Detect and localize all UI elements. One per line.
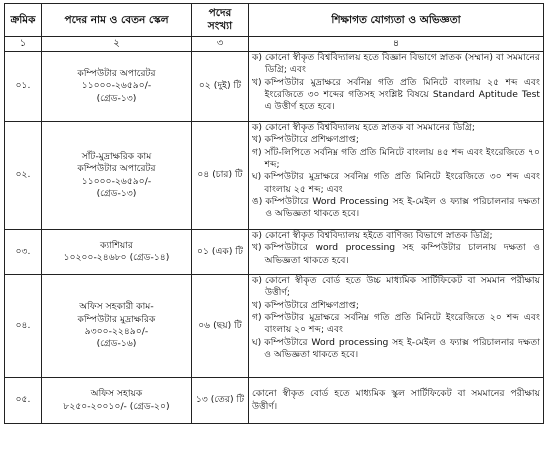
qualification-marker: ঘ) — [252, 336, 262, 348]
qualification-item — [252, 147, 540, 172]
table-body — [5, 52, 544, 424]
post-line: কম্পিউটার মুদ্রাক্ষরিক — [77, 313, 156, 325]
post-count-cell: ০১ (এক) টি — [192, 230, 249, 275]
qualification-text: কম্পিউটারে word processing সহ কম্পিউটার চালনায় দক্ষতা ও অভিজ্ঞতা থাকতে হবে। — [264, 242, 540, 266]
qualification-text: কম্পিউটারে Word Processing সহ ই-মেইল ও ফ্যাক্স পরিচালনার দক্ষতা ও অভিজ্ঞতা থাকতে হবে। — [265, 195, 540, 220]
post-cell — [42, 378, 192, 424]
post-cell — [42, 52, 192, 122]
table-row — [5, 378, 544, 424]
qualification-item — [252, 230, 540, 242]
post-line: (গ্রেড-১৩) — [96, 187, 137, 199]
qualification-cell — [249, 230, 544, 275]
post-line: অফিস সহায়ক — [90, 388, 143, 400]
post-count-cell: ০৬ (ছয়) টি — [192, 275, 249, 378]
qualification-cell — [249, 52, 544, 122]
qualification-item — [252, 275, 540, 300]
header-serial: ক্রমিক — [5, 4, 42, 37]
header-post: পদের নাম ও বেতন স্কেল — [42, 4, 192, 37]
qualification-cell — [249, 122, 544, 230]
qualification-marker: ক) — [252, 52, 263, 63]
post-line: অফিস সহকারী কাম- — [79, 301, 154, 313]
qualification-text: কোনো স্বীকৃত বোর্ড হতে উচ্চ মাধ্যমিক সার্টিফিকেট বা সমমান পরীক্ষায় উত্তীর্ণ; — [265, 275, 540, 299]
serial-cell: ০৩. — [5, 230, 42, 275]
post-line: ১১০০০-২৬৫৯০/- — [81, 80, 152, 92]
serial-cell: ০৫. — [5, 378, 42, 424]
serial-cell: ০২. — [5, 122, 42, 230]
post-count-cell: ০৪ (চার) টি — [192, 122, 249, 230]
qualification-marker: ক) — [252, 122, 263, 133]
qualification-list — [252, 122, 540, 221]
column-number-row — [5, 37, 544, 52]
qualification-marker: খ) — [252, 242, 262, 254]
qualification-item — [252, 196, 540, 221]
qualification-item — [252, 337, 540, 362]
qualification-text: কোনো স্বীকৃত বোর্ড হতে মাধ্যমিক স্কুল সার্টিফিকেট বা সমমানের পরীক্ষায় উত্তীর্ণ। — [252, 388, 540, 412]
post-line: কম্পিউটার অপারেটর — [77, 163, 156, 175]
recruitment-table — [4, 3, 544, 424]
qualification-text: কম্পিউটার মুদ্রাক্ষরে সর্বনিম্ন গতি প্রতি মিনিটে ইংরেজিতে ৩০ শব্দ এবং বাংলায় ২৫ শব্দ; এবং — [264, 171, 540, 195]
post-line: কম্পিউটার অপারেটর — [77, 68, 156, 79]
qualification-text: কম্পিউটার মুদ্রাক্ষরে সর্বনিম্ন গতি প্রতি মিনিটে ইংরেজিতে ২০ শব্দ এবং বাংলায় ২০ শব্দ; এবং — [264, 311, 540, 336]
qualification-marker: খ) — [252, 134, 262, 146]
qualification-cell — [249, 378, 544, 424]
column-number: ২ — [42, 37, 192, 52]
qualification-item — [252, 300, 540, 312]
qualification-marker: ঘ) — [252, 171, 262, 183]
qualification-marker: ক) — [252, 230, 263, 241]
serial-cell: ০১. — [5, 52, 42, 122]
column-number: ১ — [5, 37, 42, 52]
table-row — [5, 230, 544, 275]
post-line: (গ্রেড-১৩) — [96, 92, 137, 104]
header-qualification: শিক্ষাগত যোগ্যতা ও অভিজ্ঞতা — [249, 4, 544, 37]
qualification-list — [252, 52, 540, 114]
column-number: ৩ — [192, 37, 249, 52]
qualification-cell — [249, 275, 544, 378]
post-cell — [42, 122, 192, 230]
post-line: ১১০০০-২৬৫৯০/- — [81, 175, 152, 187]
qualification-item — [252, 171, 540, 196]
qualification-marker: গ) — [252, 146, 262, 158]
qualification-list — [252, 275, 540, 361]
column-number: ৪ — [249, 37, 544, 52]
qualification-list — [252, 230, 540, 267]
qualification-item — [252, 134, 540, 146]
table-row — [5, 52, 544, 122]
post-line: ৯৩০০-২২৪৯০/- — [84, 326, 149, 337]
post-count-cell: ০২ (দুই) টি — [192, 52, 249, 122]
qualification-text: কোনো স্বীকৃত বিশ্ববিদ্যালয় হইতে বাণিজ্য বিভাগে স্নাতক ডিগ্রি; — [265, 230, 493, 241]
header-row — [5, 4, 544, 37]
qualification-marker: খ) — [252, 299, 262, 311]
post-line: ক্যাশিয়ার — [100, 239, 133, 251]
post-count-cell: ১৩ (তের) টি — [192, 378, 249, 424]
qualification-text: কম্পিউটার মুদ্রাক্ষরে সর্বনিম্ন গতি প্রতি মিনিটে বাংলায় ২৫ শব্দ এবং ইংরেজিতে ৩০ শব্দের গতিসহ সংশ্লিষ্ট বিষয়ে Standard Aptitude Test এ উত্তীর্ণ হতে হবে। — [264, 76, 540, 113]
post-line: ৮২৫০-২০০১০/- (গ্রেড-২০) — [63, 400, 170, 412]
qualification-marker: খ) — [252, 76, 262, 88]
post-line: ১০২০০-২৪৬৮০ (গ্রেড-১৪) — [63, 252, 170, 263]
qualification-item — [252, 242, 540, 267]
qualification-marker: ঙ) — [252, 195, 263, 207]
qualification-text: কোনো স্বীকৃত বিশ্ববিদ্যালয় হতে স্নাতক বা সমমানের ডিগ্রি; — [265, 122, 475, 133]
qualification-item — [252, 312, 540, 337]
post-line: (গ্রেড-১৬) — [96, 338, 137, 350]
qualification-text: কম্পিউটারে Word processing সহ ই-মেইল ও ফ্যাক্স পরিচালনার দক্ষতা ও অভিজ্ঞতা থাকতে হবে। — [264, 336, 540, 360]
qualification-text: কম্পিউটারে প্রশিক্ষণপ্রাপ্ত; — [264, 299, 359, 311]
qualification-text: কোনো স্বীকৃত বিশ্ববিদ্যালয় হতে বিজ্ঞান বিভাগে স্নাতক (সম্মান) বা সমমানের ডিগ্রি; এবং — [265, 52, 540, 76]
qualification-item — [252, 122, 540, 134]
qualification-item — [252, 77, 540, 114]
qualification-item — [252, 52, 540, 77]
qualification-text: কম্পিউটারে প্রশিক্ষণপ্রাপ্ত; — [264, 134, 359, 146]
table-row — [5, 122, 544, 230]
post-cell — [42, 275, 192, 378]
header-count: পদের সংখ্যা — [192, 4, 249, 37]
table-row — [5, 275, 544, 378]
qualification-marker: গ) — [252, 311, 262, 323]
serial-cell: ০৪. — [5, 275, 42, 378]
qualification-text: সাঁট-লিপিতে সর্বনিম্ন গতি প্রতি মিনিটে বাংলায় ৪৫ শব্দ এবং ইংরেজিতে ৭০ শব্দ; — [264, 146, 540, 170]
post-cell — [42, 230, 192, 275]
qualification-marker: ক) — [252, 275, 263, 286]
post-line: সাঁট-মুদ্রাক্ষরিক কাম — [81, 150, 152, 162]
